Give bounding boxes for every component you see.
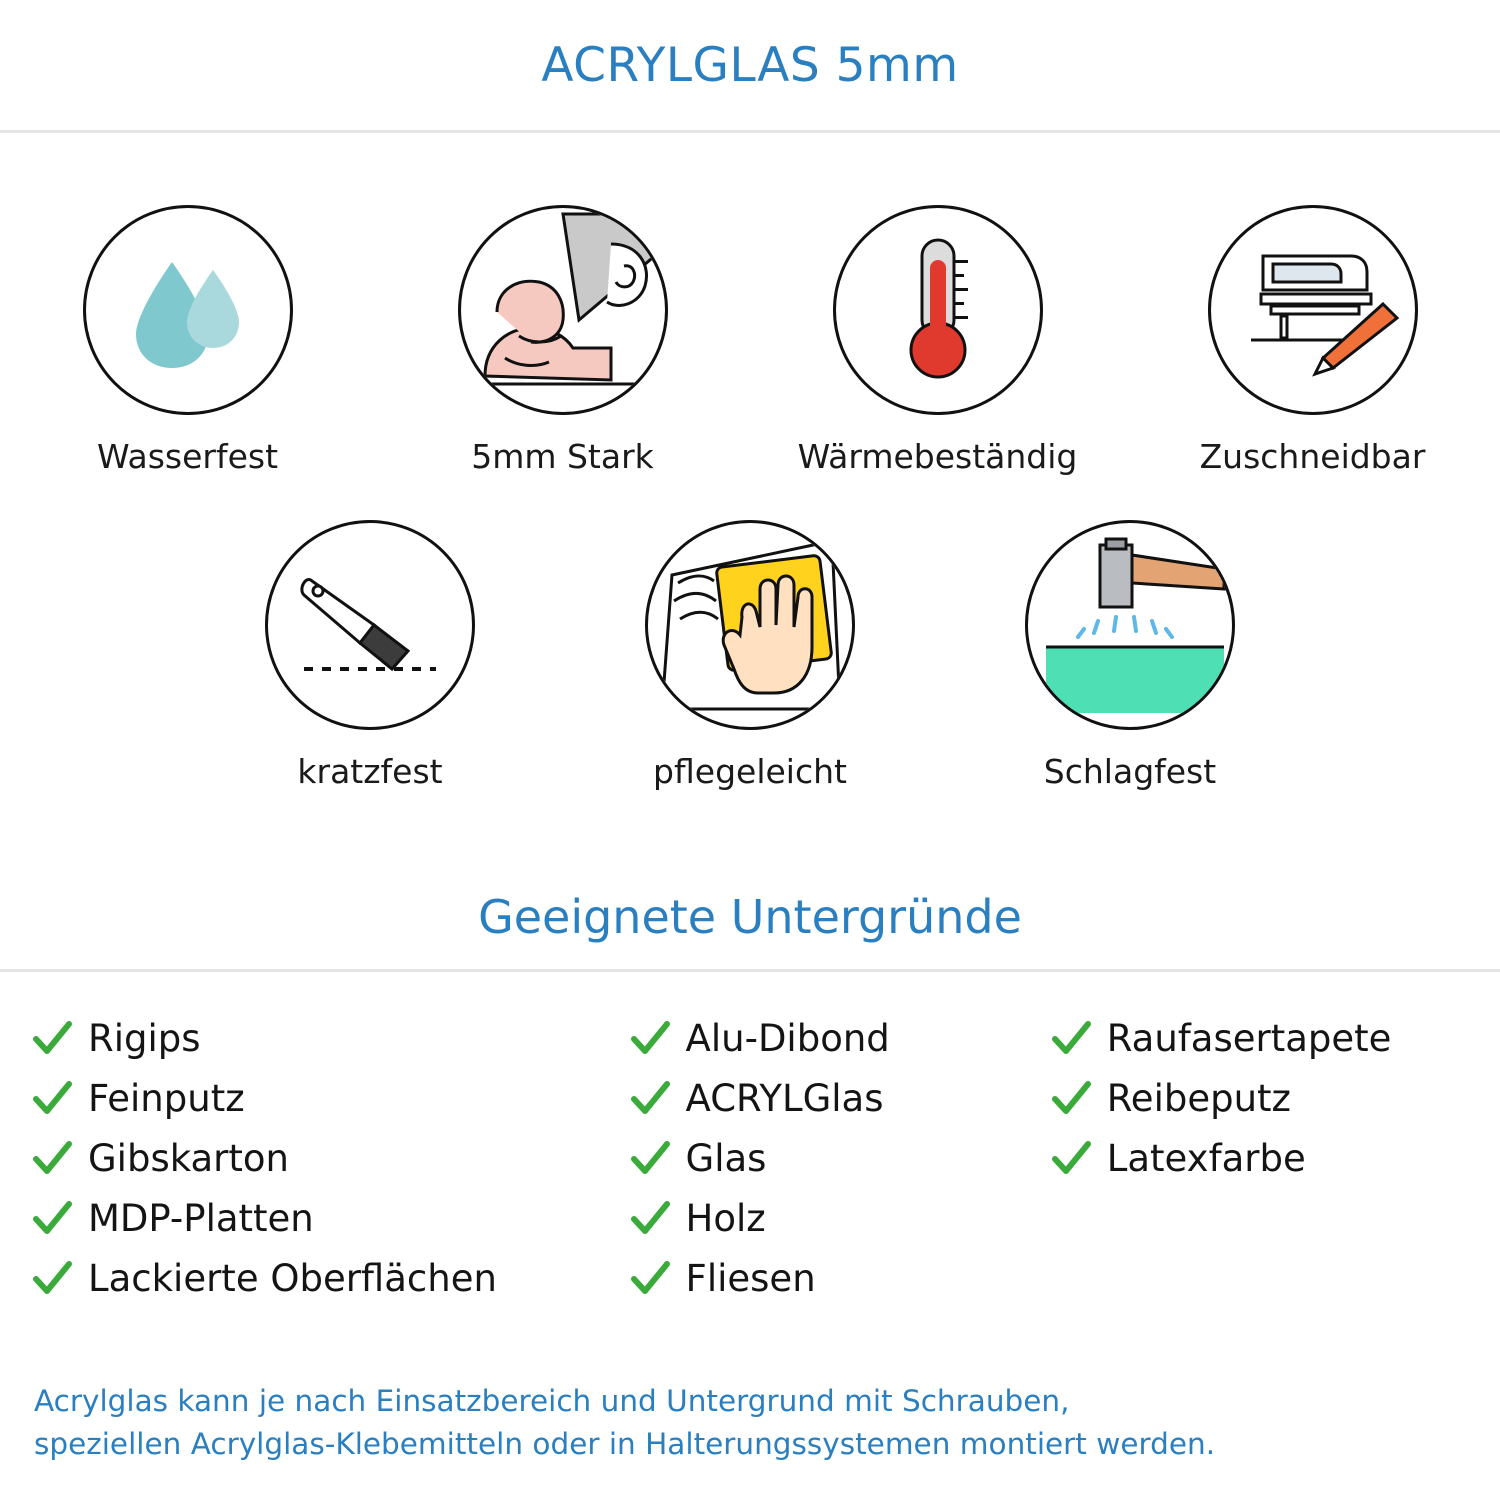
feature-kratzfest	[180, 520, 560, 791]
feature-icon-circle	[458, 205, 668, 415]
list-item	[30, 1070, 628, 1126]
feature-schlagfest	[940, 520, 1320, 791]
list-item-label: Rigips	[88, 1016, 201, 1060]
list-item-label: Lackierte Oberflächen	[88, 1256, 497, 1300]
check-mark-icon	[30, 1076, 74, 1120]
check-mark-icon	[30, 1196, 74, 1240]
list-item	[1049, 1130, 1470, 1186]
substrates-column-1	[30, 1010, 628, 1306]
list-item-label: Alu-Dibond	[685, 1016, 890, 1060]
list-item-label: Reibeputz	[1106, 1076, 1291, 1120]
feature-zuschneidbar	[1125, 205, 1500, 476]
footer-note-line-2: speziellen Acrylglas-Klebemitteln oder in Halterungssystemen montiert werden.	[34, 1427, 1216, 1462]
check-mark-icon	[1049, 1136, 1093, 1180]
substrates-column-2	[628, 1010, 1049, 1306]
check-mark-icon	[628, 1076, 672, 1120]
list-item	[1049, 1070, 1470, 1126]
feature-pflegeleicht	[560, 520, 940, 791]
list-item	[30, 1130, 628, 1186]
feature-row-1	[0, 205, 1500, 476]
check-mark-icon	[30, 1016, 74, 1060]
check-mark-icon	[628, 1256, 672, 1300]
check-mark-icon	[30, 1256, 74, 1300]
feature-icon-circle	[645, 520, 855, 730]
check-mark-icon	[30, 1136, 74, 1180]
feature-row-2	[0, 520, 1500, 791]
feature-icon-circle	[1025, 520, 1235, 730]
list-item	[628, 1130, 1049, 1186]
list-item	[30, 1250, 628, 1306]
substrates-list	[0, 972, 1500, 1306]
list-item-label: ACRYLGlas	[685, 1076, 884, 1120]
feature-label: 5mm Stark	[471, 437, 654, 476]
feature-label: kratzfest	[297, 752, 443, 791]
footer-note-line-1: Acrylglas kann je nach Einsatzbereich und Untergrund mit Schrauben,	[34, 1384, 1070, 1419]
check-mark-icon	[1049, 1076, 1093, 1120]
list-item-label: Latexfarbe	[1106, 1136, 1306, 1180]
list-item-label: Feinputz	[88, 1076, 245, 1120]
feature-label: Schlagfest	[1043, 752, 1217, 791]
feature-icon-circle	[1208, 205, 1418, 415]
hammer-impact-icon	[1028, 523, 1232, 727]
footer-note	[34, 1380, 1466, 1466]
list-item	[628, 1190, 1049, 1246]
list-item	[30, 1190, 628, 1246]
feature-waermebestaendig	[750, 205, 1125, 476]
hand-cloth-wipe-icon	[648, 523, 852, 727]
feature-icon-circle	[265, 520, 475, 730]
feature-icon-circle	[83, 205, 293, 415]
check-mark-icon	[628, 1136, 672, 1180]
feature-label: Zuschneidbar	[1199, 437, 1426, 476]
substrates-column-3	[1049, 1010, 1470, 1306]
substrates-header	[0, 865, 1500, 969]
feature-5mm-stark	[375, 205, 750, 476]
feature-wasserfest	[0, 205, 375, 476]
list-item-label: Raufasertapete	[1106, 1016, 1392, 1060]
feature-icon-circle	[833, 205, 1043, 415]
list-item-label: Holz	[685, 1196, 766, 1240]
jigsaw-cutting-icon	[1211, 208, 1415, 412]
thermometer-icon	[836, 208, 1040, 412]
list-item-label: Glas	[685, 1136, 767, 1180]
list-item-label: MDP-Platten	[88, 1196, 314, 1240]
page-title: ACRYLGLAS 5mm	[541, 37, 959, 93]
water-drops-icon	[86, 208, 290, 412]
list-item-label: Gibskarton	[88, 1136, 289, 1180]
features-section	[0, 133, 1500, 791]
feature-label: Wärmebeständig	[797, 437, 1078, 476]
knife-scratch-icon	[268, 523, 472, 727]
list-item-label: Fliesen	[685, 1256, 816, 1300]
check-mark-icon	[1049, 1016, 1093, 1060]
list-item	[628, 1250, 1049, 1306]
feature-label: pflegeleicht	[653, 752, 847, 791]
list-item	[30, 1010, 628, 1066]
list-item	[628, 1070, 1049, 1126]
header	[0, 0, 1500, 130]
check-mark-icon	[628, 1016, 672, 1060]
flexing-arm-icon	[461, 208, 665, 412]
check-mark-icon	[628, 1196, 672, 1240]
list-item	[1049, 1010, 1470, 1066]
list-item	[628, 1010, 1049, 1066]
substrates-title: Geeignete Untergründe	[478, 890, 1022, 944]
feature-label: Wasserfest	[96, 437, 279, 476]
